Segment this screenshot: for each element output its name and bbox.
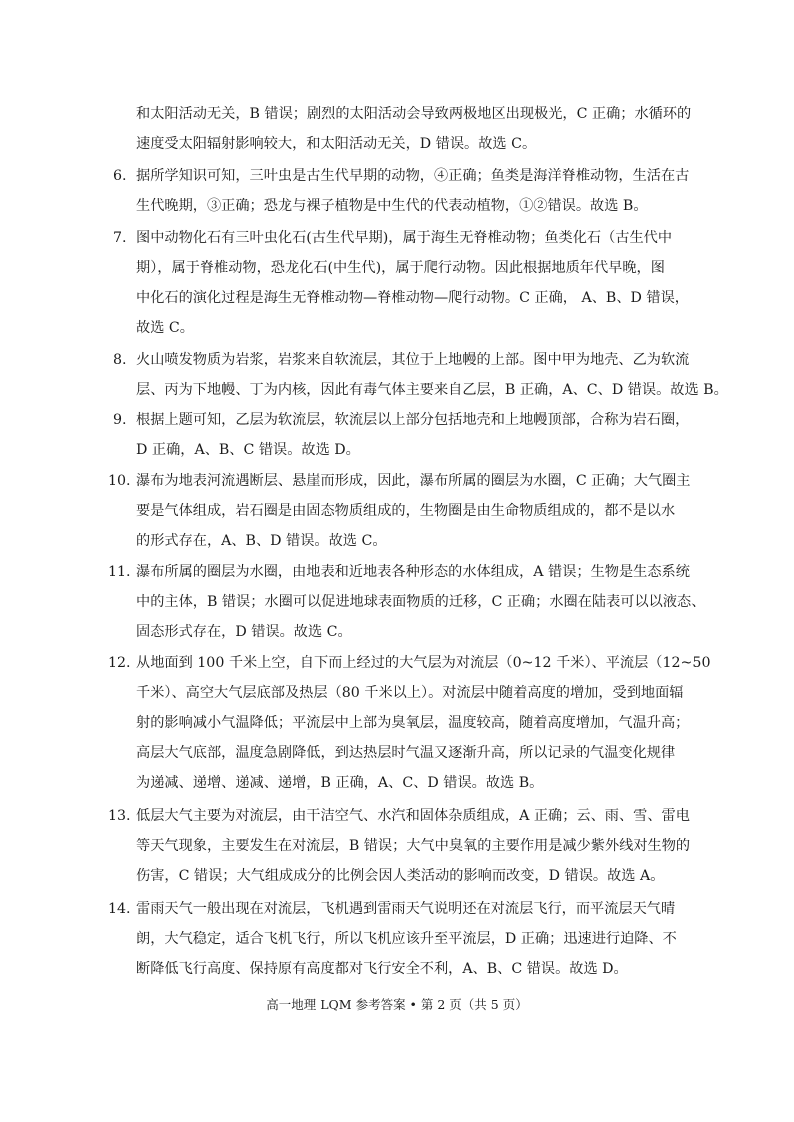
answer-line: 为递减、递增、递减、递增，B 正确，A、C、D 错误。故选 B。 (136, 775, 544, 791)
question-number: 7. (113, 230, 127, 246)
answer-line: 火山喷发物质为岩浆，岩浆来自软流层，其位于上地幔的上部。图中甲为地壳、乙为软流 (136, 352, 690, 368)
answer-line: 千米）、高空大气层底部及热层（80 千米以上）。对流层中随着高度的增加，受到地面辐 (136, 685, 684, 701)
question-number: 14. (108, 901, 131, 917)
question-number: 6. (113, 168, 127, 184)
answer-line: 根据上题可知，乙层为软流层，软流层以上部分包括地壳和上地幔顶部，合称为岩石圈， (136, 412, 690, 428)
answer-line: 瀑布为地表河流遇断层、悬崖而形成，因此，瀑布所属的圈层为水圈，C 正确；大气圈主 (136, 473, 691, 489)
answer-line: 朗，大气稳定，适合飞机飞行，所以飞机应该升至平流层，D 正确；迅速进行迫降、不 (136, 931, 677, 947)
question-number: 8. (113, 352, 127, 368)
answer-line: 瀑布所属的圈层为水圈，由地表和近地表各种形态的水体组成，A 错误；生物是生态系统 (136, 564, 690, 580)
question-number: 9. (113, 412, 127, 428)
page-footer: 高一地理 LQM 参考答案 • 第 2 页（共 5 页） (266, 997, 528, 1012)
answer-line: 图中动物化石有三叶虫化石(古生代早期)，属于海生无脊椎动物；鱼类化石（古生代中 (136, 230, 673, 246)
answer-line: 射的影响减小气温降低；平流层中上部为臭氧层，温度较高，随着高度增加，气温升高； (136, 715, 690, 731)
answer-line: 雷雨天气一般出现在对流层，飞机遇到雷雨天气说明还在对流层飞行，而平流层天气晴 (136, 901, 676, 917)
question-number: 12. (108, 655, 131, 671)
answer-line: 伤害，C 错误；大气组成成分的比例会因人类活动的影响而改变，D 错误。故选 A。 (136, 868, 665, 884)
answer-line: 等天气现象，主要发生在对流层，B 错误；大气中臭氧的主要作用是减少紫外线对生物的 (136, 838, 691, 854)
answer-line: 中的主体，B 错误；水圈可以促进地球表面物质的迁移，C 正确；水圈在陆表可以以液态、 (136, 594, 706, 610)
question-number: 11. (108, 564, 131, 580)
answer-line: 低层大气主要为对流层，由干洁空气、水汽和固体杂质组成，A 正确；云、雨、雪、雷电 (136, 808, 690, 824)
answer-line: 速度受太阳辐射影响较大，和太阳活动无关，D 错误。故选 C。 (136, 136, 537, 152)
answer-line: 要是气体组成，岩石圈是由固态物质组成的，生物圈是由生命物质组成的，都不是以水 (136, 503, 676, 519)
answer-line: 中化石的演化过程是海生无脊椎动物—脊椎动物—爬行动物。C 正确， A、B、D 错误， (136, 290, 689, 306)
question-number: 10. (108, 473, 131, 489)
answer-line: 从地面到 100 千米上空，自下而上经过的大气层为对流层（0~12 千米）、平流层（12~50 (136, 655, 711, 671)
answer-line: D 正确，A、B、C 错误。故选 D。 (136, 442, 360, 458)
question-number: 13. (108, 808, 131, 824)
answer-line: 固态形式存在，D 错误。故选 C。 (136, 624, 352, 640)
answer-line: 故选 C。 (136, 320, 194, 336)
answer-line: 和太阳活动无关，B 错误；剧烈的太阳活动会导致两极地区出现极光，C 正确；水循环的 (136, 106, 692, 122)
answer-line: 高层大气底部，温度急剧降低，到达热层时气温又逐渐升高，所以记录的气温变化规律 (136, 745, 676, 761)
answer-line: 期），属于脊椎动物，恐龙化石(中生代)，属于爬行动物。因此根据地质年代早晚，图 (136, 260, 665, 276)
answer-line: 断降低飞行高度、保持原有高度都对飞行安全不利，A、B、C 错误。故选 D。 (136, 961, 628, 977)
answer-line: 生代晚期，③正确；恐龙与裸子植物是中生代的代表动植物，①②错误。故选 B。 (136, 198, 648, 214)
answer-line: 据所学知识可知，三叶虫是古生代早期的动物，④正确；鱼类是海洋脊椎动物，生活在古 (136, 168, 690, 184)
answer-line: 层、丙为下地幔、丁为内核，因此有毒气体主要来自乙层，B 正确，A、C、D 错误。故选 B。 (136, 382, 728, 398)
answer-line: 的形式存在，A、B、D 错误。故选 C。 (136, 533, 387, 549)
